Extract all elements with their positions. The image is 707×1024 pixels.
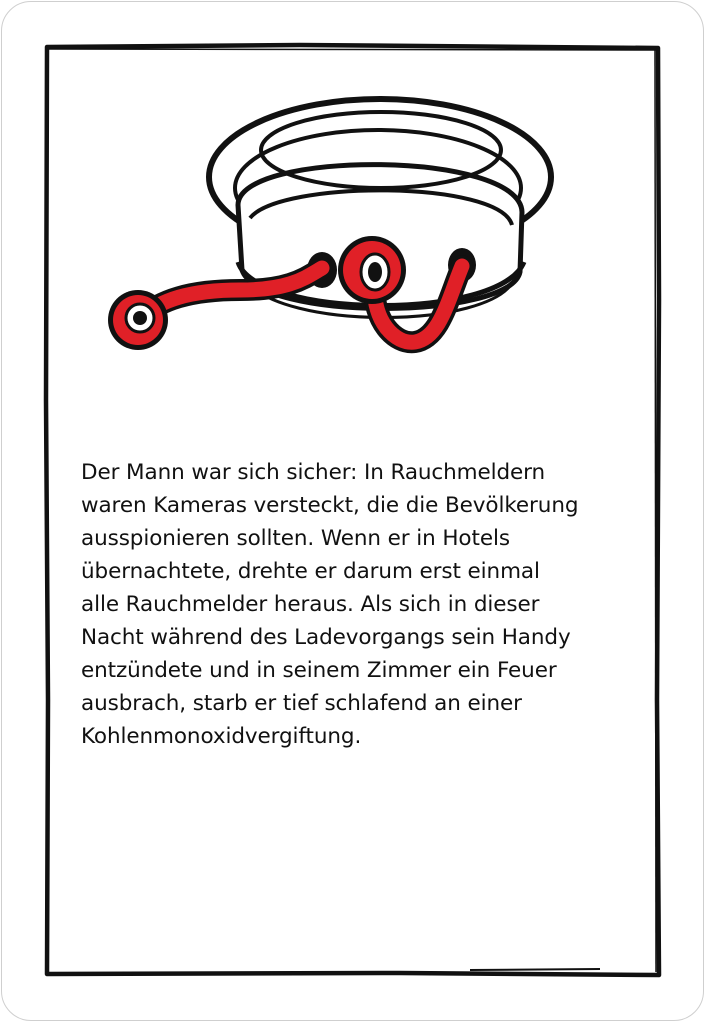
- smoke-detector-with-unplugged-cables-icon: [100, 95, 560, 365]
- story-line: übernachtete, drehte er darum erst einmal: [81, 559, 540, 584]
- story-line: Nacht während des Ladevorgangs sein Handy: [81, 625, 571, 650]
- story-line: Der Mann war sich sicher: In Rauchmeldern: [81, 460, 546, 485]
- story-line: waren Kameras versteckt, die die Bevölkerung: [81, 493, 579, 518]
- story-line: ausspionieren sollten. Wenn er in Hotels: [81, 526, 510, 551]
- story-line: Kohlenmonoxidvergiftung.: [81, 724, 362, 749]
- story-line: alle Rauchmelder heraus. Als sich in dieser: [81, 592, 540, 617]
- story-line: entzündete und in seinem Zimmer ein Feuer: [81, 658, 557, 683]
- story-line: ausbrach, starb er tief schlafend an einer: [81, 691, 522, 716]
- story-text: [81, 456, 641, 753]
